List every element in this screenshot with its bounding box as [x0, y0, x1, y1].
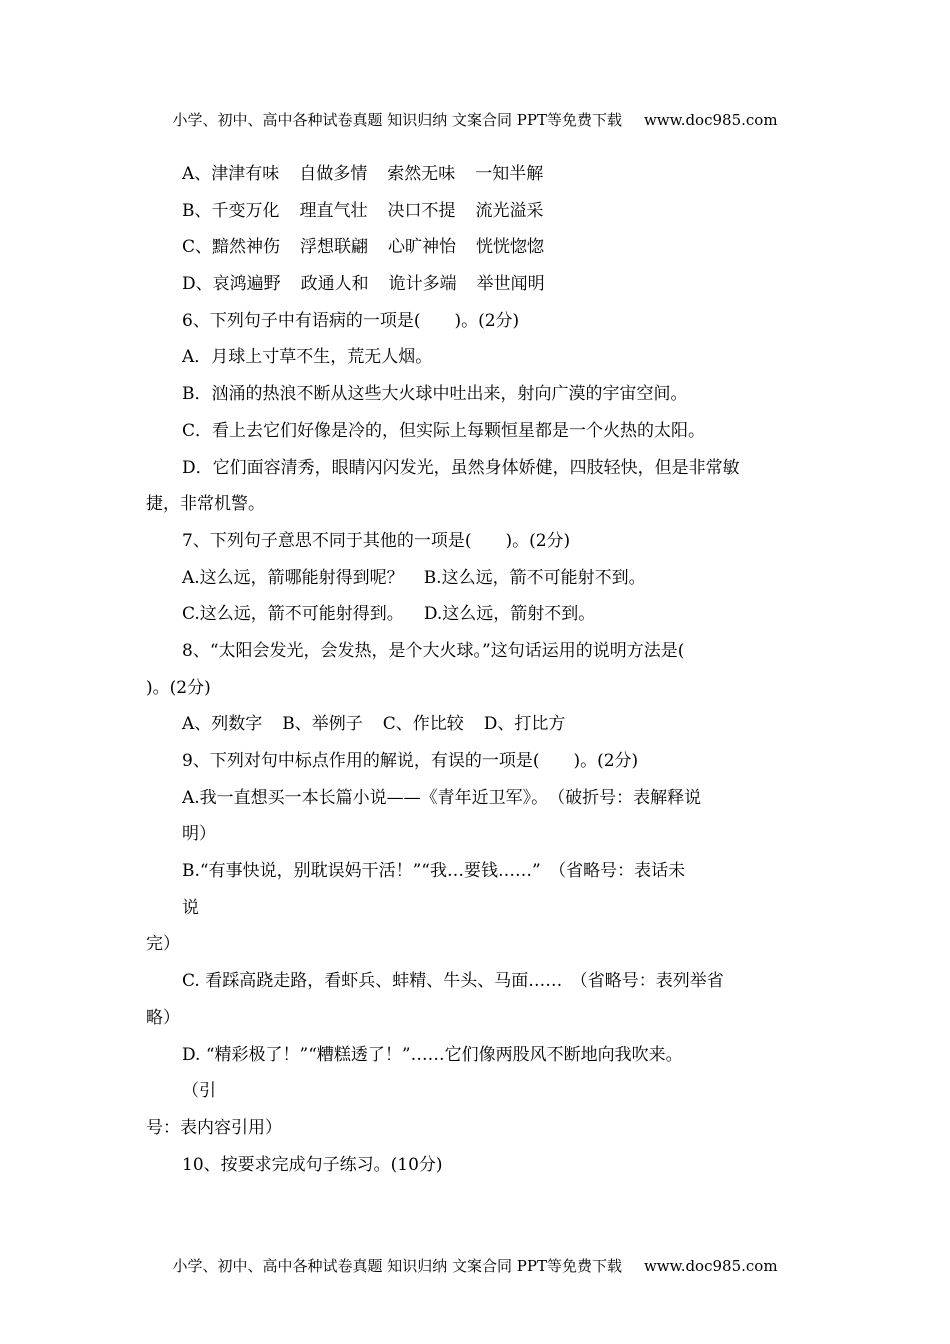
q9-option-b-line1: B.“有事快说，别耽误妈干活！”“我…要钱……” （省略号：表话未	[182, 861, 686, 882]
header-text: 小学、初中、高中各种试卷真题 知识归纳 文案合同 PPT等免费下载	[172, 111, 622, 129]
q9-option-d-line3: 号：表内容引用）	[146, 1117, 282, 1138]
q7-option-d: D.这么远，箭射不到。	[423, 604, 596, 625]
header-url: www.doc985.com	[643, 111, 778, 129]
q8-option-a: A、列数字	[182, 714, 263, 735]
q9-option-c-line1: C. 看踩高跷走路，看虾兵、蚌精、牛头、马面…… （省略号：表列举省	[182, 971, 724, 992]
q7-option-c: C.这么远，箭不可能射得到。	[182, 604, 404, 625]
q6-option-c: C．看上去它们好像是冷的，但实际上每颗恒星都是一个火热的太阳。	[182, 420, 706, 441]
q7-options-ab	[146, 560, 816, 597]
q7-options-cd	[146, 596, 816, 633]
q5-option-d: D、哀鸿遍野 政通人和 诡计多端 举世闻明	[182, 274, 545, 295]
q7-option-a: A.这么远，箭哪能射得到呢？	[182, 567, 404, 588]
q8-stem-line2: )。(2分)	[146, 677, 211, 698]
q9-option-c-line2: 略）	[146, 1007, 180, 1028]
q6-option-b: B．汹涌的热浪不断从这些大火球中吐出来，射向广漠的宇宙空间。	[182, 384, 688, 405]
footer-text: 小学、初中、高中各种试卷真题 知识归纳 文案合同 PPT等免费下载	[172, 1257, 622, 1275]
q5-option-b: B、千变万化 理直气壮 决口不提 流光溢采	[182, 200, 544, 221]
q6-option-a: A．月球上寸草不生，荒无人烟。	[182, 347, 433, 368]
q6-option-d-line1: D．它们面容清秀，眼睛闪闪发光，虽然身体娇健，四肢轻快，但是非常敏	[182, 457, 740, 478]
q6-stem: 6、下列句子中有语病的一项是( )。(2分)	[182, 310, 520, 331]
q7-option-b: B.这么远，箭不可能射不到。	[423, 567, 646, 588]
q9-option-a-line2: 明）	[182, 824, 216, 845]
q5-option-a: A、津津有味 自做多情 索然无味 一知半解	[182, 164, 544, 184]
q8-option-c: C、作比较	[382, 714, 464, 735]
q9-option-b-line3: 完）	[146, 934, 180, 955]
page-header	[0, 110, 950, 130]
q9-option-d-line1: D. “精彩极了！”“糟糕透了！”……它们像两股风不断地向我吹来。	[182, 1044, 683, 1065]
exam-content	[146, 156, 816, 1183]
q9-option-b-line2: 说	[182, 897, 199, 918]
q8-option-b: B、举例子	[282, 714, 363, 735]
q9-stem: 9、下列对句中标点作用的解说，有误的一项是( )。(2分)	[182, 751, 639, 771]
footer-url: www.doc985.com	[643, 1257, 778, 1275]
q8-stem-line1: 8、“太阳会发光，会发热，是个大火球。”这句话运用的说明方法是(	[182, 640, 685, 661]
q7-stem: 7、下列句子意思不同于其他的一项是( )。(2分)	[182, 530, 571, 551]
q6-option-d-line2: 捷，非常机警。	[146, 494, 265, 515]
q5-option-c: C、黯然神伤 浮想联翩 心旷神怡 恍恍惚惚	[182, 237, 545, 258]
q8-option-d: D、打比方	[483, 714, 566, 735]
q8-options	[146, 706, 816, 743]
page-footer	[0, 1256, 950, 1276]
q10-stem: 10、按要求完成句子练习。(10分)	[182, 1154, 443, 1175]
q9-option-a-line1: A.我一直想买一本长篇小说——《青年近卫军》。 （破折号：表解释说	[182, 787, 702, 808]
q9-option-d-line2: （引	[182, 1081, 216, 1102]
